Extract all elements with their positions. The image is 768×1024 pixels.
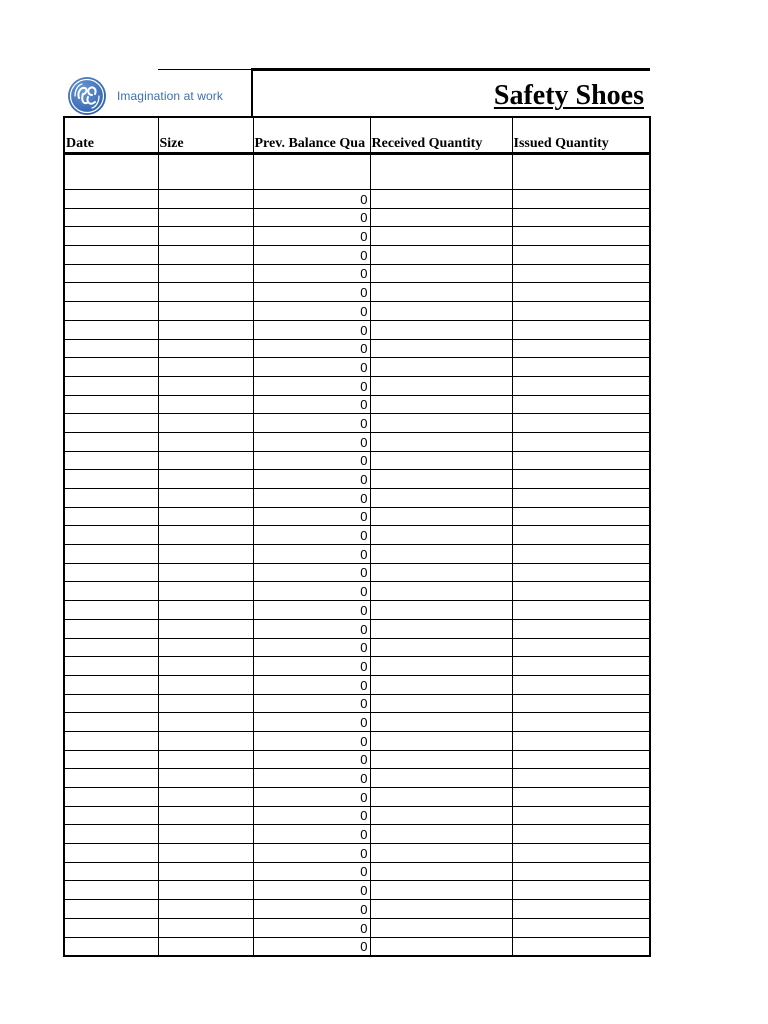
date-cell[interactable] [64, 788, 158, 807]
received-cell[interactable] [370, 788, 512, 807]
issued-cell[interactable] [512, 414, 650, 433]
size-cell[interactable] [158, 769, 253, 788]
issued-cell[interactable] [512, 246, 650, 265]
date-cell[interactable] [64, 731, 158, 750]
size-cell[interactable] [158, 358, 253, 377]
received-cell[interactable] [370, 190, 512, 209]
prev-balance-cell[interactable]: 0 [253, 489, 370, 508]
size-cell[interactable] [158, 190, 253, 209]
prev-balance-cell[interactable]: 0 [253, 302, 370, 321]
prev-balance-cell[interactable]: 0 [253, 862, 370, 881]
date-cell[interactable] [64, 339, 158, 358]
prev-balance-cell[interactable]: 0 [253, 451, 370, 470]
date-cell[interactable] [64, 937, 158, 956]
size-cell[interactable] [158, 208, 253, 227]
received-cell[interactable] [370, 227, 512, 246]
prev-balance-cell[interactable]: 0 [253, 881, 370, 900]
date-cell[interactable] [64, 601, 158, 620]
received-cell[interactable] [370, 638, 512, 657]
table-row [64, 395, 650, 414]
received-cell[interactable] [370, 582, 512, 601]
size-cell[interactable] [158, 619, 253, 638]
date-cell[interactable] [64, 432, 158, 451]
table-row [64, 208, 650, 227]
table-row [64, 937, 650, 956]
prev-balance-cell[interactable]: 0 [253, 825, 370, 844]
date-cell[interactable] [64, 582, 158, 601]
issued-cell[interactable] [512, 507, 650, 526]
issued-cell[interactable] [512, 862, 650, 881]
table-row [64, 489, 650, 508]
prev-balance-cell[interactable]: 0 [253, 918, 370, 937]
prev-balance-cell[interactable]: 0 [253, 638, 370, 657]
table-row [64, 862, 650, 881]
table-row [64, 339, 650, 358]
issued-cell[interactable] [512, 563, 650, 582]
size-cell[interactable] [158, 844, 253, 863]
header-divider [251, 68, 253, 116]
issued-cell[interactable] [512, 190, 650, 209]
received-cell[interactable] [370, 806, 512, 825]
received-cell[interactable] [370, 862, 512, 881]
received-cell[interactable] [370, 731, 512, 750]
date-cell[interactable] [64, 470, 158, 489]
prev-balance-cell[interactable]: 0 [253, 264, 370, 283]
date-cell[interactable] [64, 657, 158, 676]
issued-cell[interactable] [512, 264, 650, 283]
issued-cell[interactable] [512, 619, 650, 638]
table-row [64, 190, 650, 209]
date-cell[interactable] [64, 713, 158, 732]
date-cell[interactable] [64, 264, 158, 283]
size-cell[interactable] [158, 657, 253, 676]
size-cell[interactable] [158, 694, 253, 713]
received-cell[interactable] [370, 489, 512, 508]
date-cell[interactable] [64, 806, 158, 825]
prev-balance-cell[interactable]: 0 [253, 713, 370, 732]
issued-cell[interactable] [512, 376, 650, 395]
date-cell[interactable] [64, 302, 158, 321]
received-cell[interactable] [370, 937, 512, 956]
size-cell[interactable] [158, 900, 253, 919]
received-cell[interactable] [370, 470, 512, 489]
issued-cell[interactable] [512, 601, 650, 620]
prev-balance-cell[interactable]: 0 [253, 750, 370, 769]
prev-balance-cell[interactable]: 0 [253, 657, 370, 676]
table-cell[interactable] [512, 154, 650, 190]
date-cell[interactable] [64, 769, 158, 788]
safety-shoes-table [63, 116, 651, 957]
issued-cell[interactable] [512, 582, 650, 601]
date-cell[interactable] [64, 825, 158, 844]
table-row [64, 414, 650, 433]
prev-balance-cell[interactable]: 0 [253, 227, 370, 246]
issued-cell[interactable] [512, 806, 650, 825]
date-cell[interactable] [64, 376, 158, 395]
date-cell[interactable] [64, 619, 158, 638]
size-cell[interactable] [158, 563, 253, 582]
date-cell[interactable] [64, 638, 158, 657]
date-cell[interactable] [64, 414, 158, 433]
date-cell[interactable] [64, 451, 158, 470]
table-row [64, 638, 650, 657]
column-header-size: Size [158, 117, 253, 154]
table-row [64, 582, 650, 601]
table-row [64, 694, 650, 713]
date-cell[interactable] [64, 526, 158, 545]
date-cell[interactable] [64, 395, 158, 414]
date-cell[interactable] [64, 750, 158, 769]
table-header-row [64, 117, 650, 154]
received-cell[interactable] [370, 358, 512, 377]
issued-cell[interactable] [512, 302, 650, 321]
received-cell[interactable] [370, 713, 512, 732]
received-cell[interactable] [370, 657, 512, 676]
received-cell[interactable] [370, 601, 512, 620]
size-cell[interactable] [158, 545, 253, 564]
date-cell[interactable] [64, 227, 158, 246]
date-cell[interactable] [64, 208, 158, 227]
received-cell[interactable] [370, 769, 512, 788]
table-row [64, 376, 650, 395]
size-cell[interactable] [158, 806, 253, 825]
size-cell[interactable] [158, 395, 253, 414]
table-row [64, 844, 650, 863]
issued-cell[interactable] [512, 713, 650, 732]
issued-cell[interactable] [512, 844, 650, 863]
table-row [64, 227, 650, 246]
issued-cell[interactable] [512, 918, 650, 937]
received-cell[interactable] [370, 900, 512, 919]
size-cell[interactable] [158, 750, 253, 769]
prev-balance-cell[interactable]: 0 [253, 563, 370, 582]
received-cell[interactable] [370, 844, 512, 863]
received-cell[interactable] [370, 507, 512, 526]
prev-balance-cell[interactable]: 0 [253, 358, 370, 377]
issued-cell[interactable] [512, 283, 650, 302]
prev-balance-cell[interactable]: 0 [253, 190, 370, 209]
size-cell[interactable] [158, 731, 253, 750]
date-cell[interactable] [64, 190, 158, 209]
table-row [64, 264, 650, 283]
prev-balance-cell[interactable]: 0 [253, 769, 370, 788]
table-row [64, 451, 650, 470]
received-cell[interactable] [370, 526, 512, 545]
prev-balance-cell[interactable]: 0 [253, 545, 370, 564]
ge-monogram-icon [67, 76, 107, 116]
size-cell[interactable] [158, 246, 253, 265]
page-title: Safety Shoes [493, 80, 644, 111]
size-cell[interactable] [158, 862, 253, 881]
received-cell[interactable] [370, 302, 512, 321]
table-row [64, 432, 650, 451]
size-cell[interactable] [158, 638, 253, 657]
issued-cell[interactable] [512, 881, 650, 900]
date-cell[interactable] [64, 862, 158, 881]
table-row [64, 750, 650, 769]
prev-balance-cell[interactable]: 0 [253, 395, 370, 414]
prev-balance-cell[interactable]: 0 [253, 376, 370, 395]
table-row [64, 619, 650, 638]
table-row [64, 788, 650, 807]
received-cell[interactable] [370, 918, 512, 937]
date-cell[interactable] [64, 900, 158, 919]
issued-cell[interactable] [512, 750, 650, 769]
size-cell[interactable] [158, 320, 253, 339]
date-cell[interactable] [64, 675, 158, 694]
size-cell[interactable] [158, 713, 253, 732]
prev-balance-cell[interactable]: 0 [253, 731, 370, 750]
table-row [64, 320, 650, 339]
issued-cell[interactable] [512, 788, 650, 807]
issued-cell[interactable] [512, 675, 650, 694]
table-row [64, 731, 650, 750]
issued-cell[interactable] [512, 208, 650, 227]
received-cell[interactable] [370, 264, 512, 283]
table-row [64, 545, 650, 564]
table-cell[interactable] [64, 154, 158, 190]
issued-cell[interactable] [512, 900, 650, 919]
prev-balance-cell[interactable]: 0 [253, 694, 370, 713]
size-cell[interactable] [158, 451, 253, 470]
size-cell[interactable] [158, 376, 253, 395]
issued-cell[interactable] [512, 731, 650, 750]
size-cell[interactable] [158, 414, 253, 433]
received-cell[interactable] [370, 825, 512, 844]
prev-balance-cell[interactable]: 0 [253, 526, 370, 545]
received-cell[interactable] [370, 619, 512, 638]
issued-cell[interactable] [512, 526, 650, 545]
issued-cell[interactable] [512, 769, 650, 788]
column-header-prev-balance: Prev. Balance Qua [253, 117, 370, 154]
table-row [64, 881, 650, 900]
prev-balance-cell[interactable]: 0 [253, 844, 370, 863]
table-body [64, 154, 650, 957]
size-cell[interactable] [158, 825, 253, 844]
size-cell[interactable] [158, 339, 253, 358]
table-row [64, 918, 650, 937]
issued-cell[interactable] [512, 694, 650, 713]
table-row [64, 601, 650, 620]
issued-cell[interactable] [512, 395, 650, 414]
table-row [64, 769, 650, 788]
table-row [64, 302, 650, 321]
date-cell[interactable] [64, 246, 158, 265]
date-cell[interactable] [64, 320, 158, 339]
table-cell[interactable] [158, 154, 253, 190]
prev-balance-cell[interactable]: 0 [253, 470, 370, 489]
brand-tagline: Imagination at work [117, 89, 223, 103]
received-cell[interactable] [370, 395, 512, 414]
issued-cell[interactable] [512, 227, 650, 246]
issued-cell[interactable] [512, 937, 650, 956]
size-cell[interactable] [158, 432, 253, 451]
received-cell[interactable] [370, 750, 512, 769]
size-cell[interactable] [158, 489, 253, 508]
issued-cell[interactable] [512, 451, 650, 470]
date-cell[interactable] [64, 844, 158, 863]
table-row [64, 563, 650, 582]
issued-cell[interactable] [512, 320, 650, 339]
table-cell[interactable] [370, 154, 512, 190]
table-row [64, 246, 650, 265]
received-cell[interactable] [370, 881, 512, 900]
date-cell[interactable] [64, 694, 158, 713]
received-cell[interactable] [370, 432, 512, 451]
column-header-received: Received Quantity [370, 117, 512, 154]
size-cell[interactable] [158, 227, 253, 246]
size-cell[interactable] [158, 881, 253, 900]
received-cell[interactable] [370, 694, 512, 713]
issued-cell[interactable] [512, 545, 650, 564]
date-cell[interactable] [64, 563, 158, 582]
company-logo [67, 76, 223, 116]
received-cell[interactable] [370, 414, 512, 433]
prev-balance-cell[interactable]: 0 [253, 937, 370, 956]
issued-cell[interactable] [512, 638, 650, 657]
date-cell[interactable] [64, 507, 158, 526]
table-row [64, 283, 650, 302]
issued-cell[interactable] [512, 470, 650, 489]
prev-balance-cell[interactable]: 0 [253, 246, 370, 265]
prev-balance-cell[interactable]: 0 [253, 675, 370, 694]
table-row [64, 507, 650, 526]
size-cell[interactable] [158, 302, 253, 321]
date-cell[interactable] [64, 489, 158, 508]
table-row [64, 900, 650, 919]
prev-balance-cell[interactable]: 0 [253, 414, 370, 433]
table-row [64, 806, 650, 825]
prev-balance-cell[interactable]: 0 [253, 507, 370, 526]
size-cell[interactable] [158, 937, 253, 956]
column-header-issued: Issued Quantity [512, 117, 650, 154]
size-cell[interactable] [158, 470, 253, 489]
column-header-date: Date [64, 117, 158, 154]
date-cell[interactable] [64, 881, 158, 900]
prev-balance-cell[interactable]: 0 [253, 601, 370, 620]
size-cell[interactable] [158, 264, 253, 283]
issued-cell[interactable] [512, 489, 650, 508]
blank-row [64, 154, 650, 190]
table-row [64, 358, 650, 377]
table-row [64, 713, 650, 732]
prev-balance-cell[interactable]: 0 [253, 320, 370, 339]
size-cell[interactable] [158, 526, 253, 545]
table-row [64, 675, 650, 694]
prev-balance-cell[interactable]: 0 [253, 619, 370, 638]
size-cell[interactable] [158, 788, 253, 807]
prev-balance-cell[interactable]: 0 [253, 283, 370, 302]
prev-balance-cell[interactable]: 0 [253, 788, 370, 807]
issued-cell[interactable] [512, 657, 650, 676]
prev-balance-cell[interactable]: 0 [253, 900, 370, 919]
received-cell[interactable] [370, 563, 512, 582]
issued-cell[interactable] [512, 339, 650, 358]
table-cell[interactable] [253, 154, 370, 190]
date-cell[interactable] [64, 545, 158, 564]
prev-balance-cell[interactable]: 0 [253, 806, 370, 825]
header-rule [252, 68, 650, 71]
issued-cell[interactable] [512, 825, 650, 844]
received-cell[interactable] [370, 339, 512, 358]
date-cell[interactable] [64, 918, 158, 937]
received-cell[interactable] [370, 320, 512, 339]
date-cell[interactable] [64, 283, 158, 302]
table-row [64, 657, 650, 676]
size-cell[interactable] [158, 283, 253, 302]
table-row [64, 526, 650, 545]
prev-balance-cell[interactable]: 0 [253, 208, 370, 227]
table-row [64, 825, 650, 844]
size-cell[interactable] [158, 918, 253, 937]
issued-cell[interactable] [512, 432, 650, 451]
received-cell[interactable] [370, 675, 512, 694]
received-cell[interactable] [370, 545, 512, 564]
received-cell[interactable] [370, 283, 512, 302]
size-cell[interactable] [158, 601, 253, 620]
issued-cell[interactable] [512, 358, 650, 377]
header-rule-left [158, 69, 252, 70]
received-cell[interactable] [370, 246, 512, 265]
received-cell[interactable] [370, 451, 512, 470]
size-cell[interactable] [158, 507, 253, 526]
prev-balance-cell[interactable]: 0 [253, 432, 370, 451]
prev-balance-cell[interactable]: 0 [253, 582, 370, 601]
date-cell[interactable] [64, 358, 158, 377]
size-cell[interactable] [158, 675, 253, 694]
table-row [64, 470, 650, 489]
size-cell[interactable] [158, 582, 253, 601]
received-cell[interactable] [370, 208, 512, 227]
received-cell[interactable] [370, 376, 512, 395]
prev-balance-cell[interactable]: 0 [253, 339, 370, 358]
